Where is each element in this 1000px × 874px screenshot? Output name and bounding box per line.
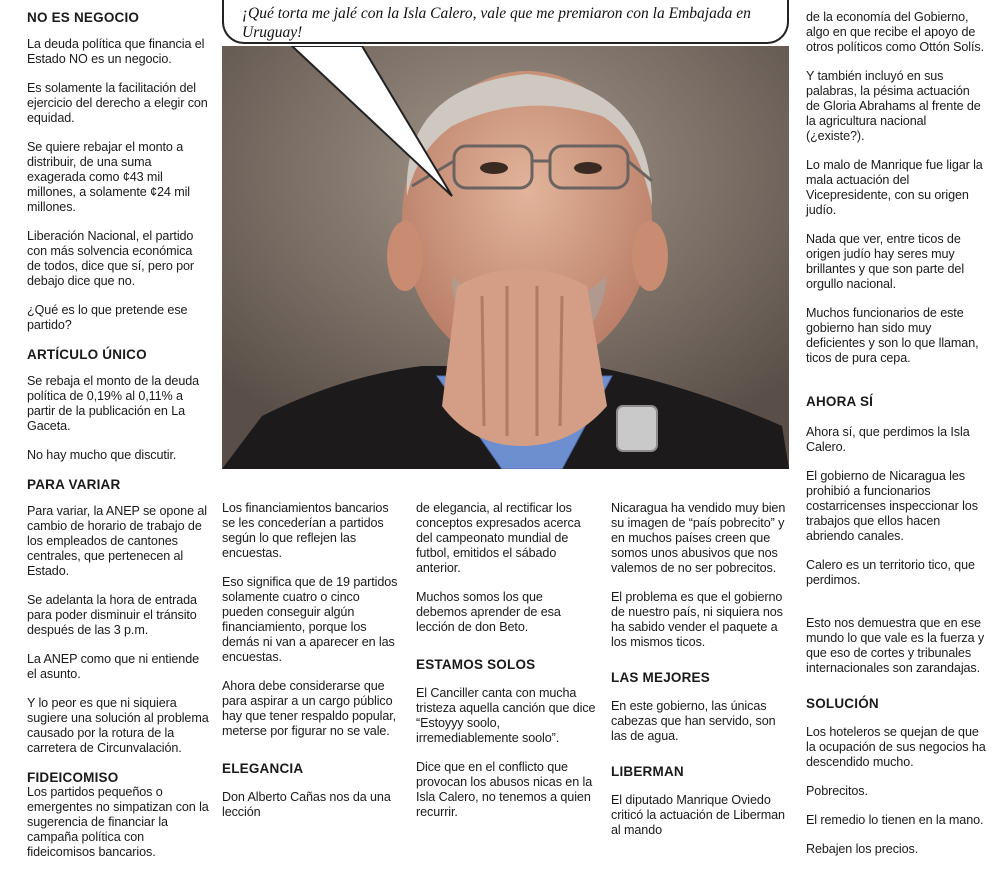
speech-bubble-tail [222,46,789,246]
paragraph: Y también incluyó en sus palabras, la pésima actuación de Gloria Abrahams al frente de la agricultura nacional (¿existe?). [806,69,981,143]
paragraph: Es solamente la facilitación del ejercicio del derecho a elegir con equidad. [27,81,208,125]
column-2 [222,501,402,834]
section-heading: SOLUCIÓN [806,696,879,711]
paragraph: Pobrecitos. [806,784,868,798]
speech-bubble-text: ¡Qué torta me jalé con la Isla Calero, vale que me premiaron con la Embajada en Uruguay! [242,5,751,41]
paragraph: Lo malo de Manrique fue ligar la mala actuación del Vicepresidente, con su origen judío. [806,158,983,217]
column-1 [27,10,209,874]
section-heading: ARTÍCULO ÚNICO [27,347,147,362]
paragraph: Dice que en el conflicto que provocan los abusos nicas en la Isla Calero, no tenemos a quien recurrir. [416,760,593,819]
paragraph: Se quiere rebajar el monto a distribuir, de una suma exagerada como ¢43 mil millones, a solamente ¢24 mil millones. [27,140,190,214]
paragraph: El Canciller canta con mucha tristeza aquella canción que dice “Estoyyy soolo, irremediablemente soolo”. [416,686,596,745]
section-heading: ESTAMOS SOLOS [416,657,536,672]
paragraph: La deuda política que financia el Estado NO es un negocio. [27,37,205,66]
paragraph: Ahora sí, que perdimos la Isla Calero. [806,425,970,454]
paragraph: El problema es que el gobierno de nuestro país, ni siquiera nos ha sabido vender el paquete a los mismos ticos. [611,590,783,649]
paragraph: No hay mucho que discutir. [27,448,177,462]
section-heading: AHORA SÍ [806,394,874,409]
section-heading: NO ES NEGOCIO [27,10,140,25]
column-4 [611,501,789,852]
paragraph: Nada que ver, entre ticos de origen judío hay seres muy brillantes y que son parte del orgullo nacional. [806,232,965,291]
section-heading: FIDEICOMISO [27,770,119,785]
paragraph: ¿Qué es lo que pretende ese partido? [27,303,188,332]
paragraph: Liberación Nacional, el partido con más solvencia económica de todos, dice que sí, pero por debajo dice que no. [27,229,195,288]
paragraph: Esto nos demuestra que en ese mundo lo que vale es la fuerza y que eso de cortes y tribunales internacionales son zarandajas. [806,616,985,675]
column-5 [806,10,986,871]
paragraph: Los partidos pequeños o emergentes no simpatizan con la sugerencia de financiar la campaña política con fideicomisos bancarios. [27,785,209,859]
paragraph: Los hoteleros se quejan de que la ocupación de sus negocios ha descendido mucho. [806,725,986,769]
paragraph: Calero es un territorio tico, que perdimos. [806,558,975,587]
section-heading: ELEGANCIA [222,761,304,776]
speech-bubble [222,0,789,44]
paragraph: Muchos somos los que debemos aprender de esa lección de don Beto. [416,590,561,634]
paragraph: El remedio lo tienen en la mano. [806,813,984,827]
paragraph: de la economía del Gobierno, algo en que recibe el apoyo de otros políticos como Ottón Solís. [806,10,984,54]
paragraph: Y lo peor es que ni siquiera sugiere una solución al problema causado por la rotura de la carretera de Circunvalación. [27,696,209,755]
section-heading: LIBERMAN [611,764,684,779]
paragraph: Don Alberto Cañas nos da una lección [222,790,391,819]
paragraph: Muchos funcionarios de este gobierno han sido muy deficientes y son lo que llaman, ticos de pura cepa. [806,306,979,365]
paragraph: Se adelanta la hora de entrada para poder disminuir el tránsito después de las 3 p.m. [27,593,197,637]
paragraph: Para variar, la ANEP se opone al cambio de horario de trabajo de los empleados de cantones centrales, que pertenecen al Estado. [27,504,207,578]
paragraph: El gobierno de Nicaragua les prohibió a funcionarios costarricenses inspeccionar los trabajos que ellos hacen abriendo canales. [806,469,978,543]
paragraph: Rebajen los precios. [806,842,919,856]
paragraph: de elegancia, al rectificar los conceptos expresados acerca del campeonato mundial de futbol, emitidos el sábado anterior. [416,501,581,575]
paragraph: Los financiamientos bancarios se les concederían a partidos según lo que reflejen las encuestas. [222,501,389,560]
paragraph: Nicaragua ha vendido muy bien su imagen de “país pobrecito” y en muchos países creen que somos unos abusivos que nos valemos de no ser pobrecitos. [611,501,786,575]
paragraph: Ahora debe considerarse que para aspirar a un cargo público hay que tener respaldo popular, meterse por figurar no se vale. [222,679,397,738]
paragraph: En este gobierno, las únicas cabezas que han servido, son las de agua. [611,699,776,743]
paragraph: La ANEP como que ni entiende el asunto. [27,652,200,681]
paragraph: Eso significa que de 19 partidos solamente cuatro o cinco pueden conseguir algún financiamiento, porque los demás ni van a aparecer en las encuestas. [222,575,398,664]
column-3 [416,501,596,834]
paragraph: Se rebaja el monto de la deuda política de 0,19% al 0,11% a partir de la publicación en La Gaceta. [27,374,200,433]
news-photo [222,46,789,469]
section-heading: LAS MEJORES [611,670,710,685]
paragraph: El diputado Manrique Oviedo criticó la actuación de Liberman al mando [611,793,785,837]
section-heading: PARA VARIAR [27,477,121,492]
